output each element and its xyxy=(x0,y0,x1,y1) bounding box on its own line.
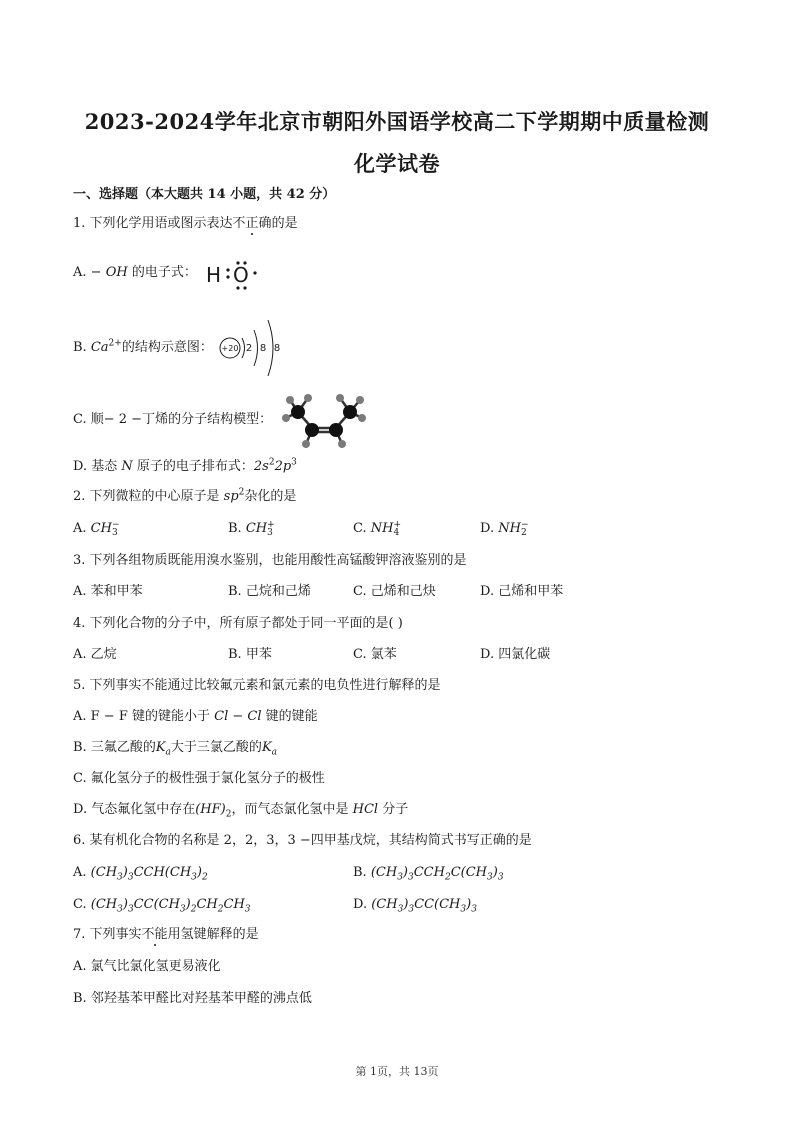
q4-option-d: D. 四氯化碳 xyxy=(480,647,551,662)
q3-option-d: D. 己烯和甲苯 xyxy=(480,584,564,599)
q1-option-a: A. − OH 的电子式： xyxy=(73,265,197,280)
q7-option-a: A. 氯气比氯化氢更易液化 xyxy=(73,959,221,974)
question-5-stem: 5. 下列事实不能通过比较氟元素和氯元素的电负性进行解释的是 xyxy=(73,678,441,693)
q6-option-d: D. $(CH_3)_3CC(CH_3)_3$ xyxy=(353,897,477,915)
q4-option-c: C. 氯苯 xyxy=(353,647,397,662)
svg-text:O: O xyxy=(233,263,249,287)
q1-option-b: B. $Ca^{2+}$的结构示意图： xyxy=(73,338,213,355)
q2-option-a: A. CH − 3 xyxy=(73,519,120,538)
svg-text:+20: +20 xyxy=(221,344,239,353)
question-3-stem: 3. 下列各组物质既能用溴水鉴别，也能用酸性高锰酸钾溶液鉴别的是 xyxy=(73,553,467,568)
svg-text:8: 8 xyxy=(259,343,267,354)
page-footer: 第 1页，共 13页 xyxy=(355,1065,439,1078)
calcium-ion-structure-diagram xyxy=(218,316,286,380)
question-2-stem: 2. 下列微粒的中心原子是 $sp^2$杂化的是 xyxy=(73,487,297,504)
exam-subtitle: 化学试卷 xyxy=(354,151,440,176)
exam-title: 2023-2024学年北京市朝阳外国语学校高二下学期期中质量检测 xyxy=(84,109,710,134)
emphasis-text: 不能 xyxy=(141,927,168,942)
q4-option-a: A. 乙烷 xyxy=(73,647,117,662)
question-1-stem: 1. 下列化学用语或图示表达不正确的是 xyxy=(73,216,298,231)
q2-option-d: D. NH − 2 xyxy=(480,519,529,538)
emphasis-text: 不正确 xyxy=(232,216,272,231)
q2-option-c: C. NH + 4 xyxy=(353,519,402,538)
q7-option-b: B. 邻羟基苯甲醛比对羟基苯甲醛的沸点低 xyxy=(73,991,312,1006)
q5-option-b: B. 三氟乙酸的$K_a$大于三氯乙酸的$K_a$ xyxy=(73,740,278,758)
q4-option-b: B. 甲苯 xyxy=(228,647,272,662)
question-7-stem: 7. 下列事实不能用氢键解释的是 xyxy=(73,927,259,942)
q6-option-a: A. $(CH_3)_3CCH(CH_3)_2$ xyxy=(73,865,208,883)
q2-option-b: B. CH + 3 xyxy=(228,519,275,538)
q6-option-c: C. $(CH_3)_3CC(CH_3)_2CH_2CH_3$ xyxy=(73,897,251,915)
svg-text:8: 8 xyxy=(273,343,281,354)
cis-2-butene-ball-stick-model xyxy=(276,386,372,452)
question-6-stem: 6. 某有机化合物的名称是 2，2，3，3 −四甲基戊烷，其结构简式书写正确的是 xyxy=(73,833,532,848)
q5-option-d: D. 气态氟化氢中存在$(HF)_2$，而气态氯化氢中是 HCl 分子 xyxy=(73,802,409,820)
hydroxyl-electron-dot-diagram xyxy=(204,258,266,292)
section-heading: 一、选择题（本大题共 14 小题，共 42 分） xyxy=(73,187,336,202)
q6-option-b: B. $(CH_3)_3CCH_2C(CH_3)_3$ xyxy=(353,865,504,883)
question-4-stem: 4. 下列化合物的分子中，所有原子都处于同一平面的是( ) xyxy=(73,616,403,631)
q3-option-b: B. 己烷和己烯 xyxy=(228,584,311,599)
q1-option-d: D. 基态 N 原子的电子排布式：$2s^22p^3$ xyxy=(73,457,297,474)
q3-option-c: C. 己烯和己炔 xyxy=(353,584,436,599)
q1-option-c: C. 顺− 2 −丁烯的分子结构模型： xyxy=(73,412,273,427)
q5-option-c: C. 氟化氢分子的极性强于氯化氢分子的极性 xyxy=(73,771,325,786)
q5-option-a: A. F − F 键的键能小于 Cl − Cl 键的键能 xyxy=(73,709,318,724)
q3-option-a: A. 苯和甲苯 xyxy=(73,584,143,599)
svg-text:H: H xyxy=(206,263,222,287)
svg-text:2: 2 xyxy=(245,343,253,354)
